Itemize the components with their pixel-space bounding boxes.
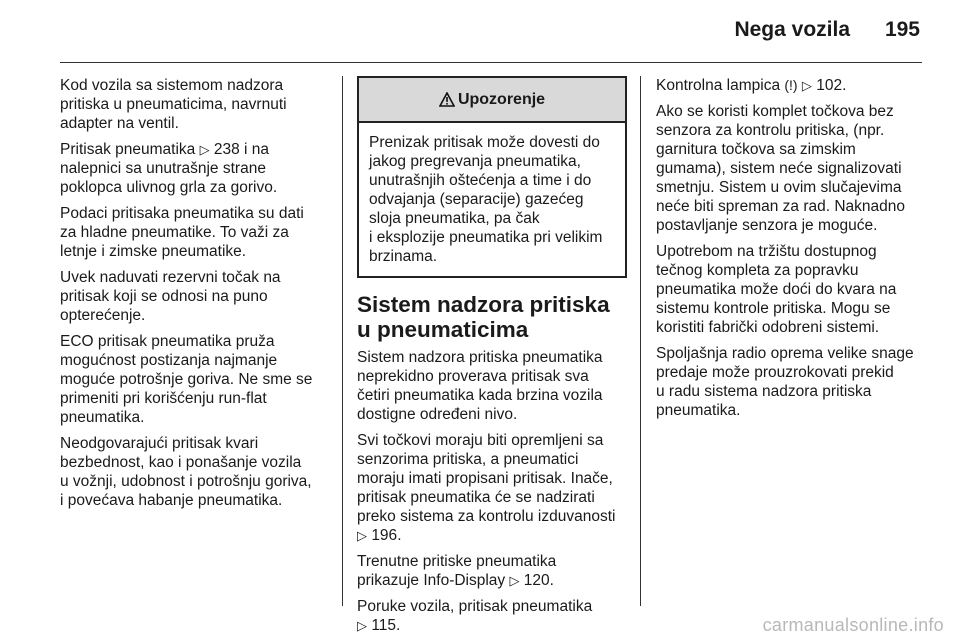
page-ref-link[interactable]: 196 (371, 527, 398, 544)
paragraph: Kontrolna lampica (!) ▷ 102. (656, 77, 847, 94)
warning-box (357, 76, 627, 278)
section-header-title: Nega vozila (734, 18, 850, 41)
paragraph: Upotrebom na tržištu dostupnog tečnog kompleta za popravku pneumatika može doći do kvara na sistemu kontrole pritiska. Mogu se koristiti fabrički odobreni sistemi. (656, 243, 897, 336)
paragraph: Kod vozila sa sistemom nadzora pritiska u pneumaticima, navrnuti adapter na ventil. (60, 77, 287, 132)
page-ref-icon: ▷ (357, 618, 367, 633)
paragraph-text: i na nalepnici sa unutrašnje strane poklopca ulivnog grla za gorivo. (60, 141, 278, 196)
page-header (60, 0, 922, 63)
warning-text: Prenizak pritisak može dovesti do jakog pregrevanja pneumatika, unutrašnjih oštećenja a time i do odvajanja (separacije) gazećeg sloja pneumatika, pa čak i eksplozije pneumatika pri velikim brzinama. (369, 134, 603, 265)
column-right (656, 76, 926, 427)
page-ref-link[interactable]: 120 (523, 572, 550, 589)
paragraph-text: Pritisak pneumatika (60, 141, 200, 158)
paragraph-text: Trenutne pritiske pneumatika prikazuje Info-Display (357, 553, 557, 589)
watermark: carmanualsonline.info (762, 615, 944, 635)
paragraph-text: Poruke vozila, pritisak pneumatika (357, 598, 593, 615)
paragraph: Uvek naduvati rezervni točak na pritisak koji se odnosi na puno opterećenje. (60, 269, 281, 324)
section-heading: Sistem nadzora pritiska u pneumaticima (357, 292, 610, 342)
column-left (60, 76, 332, 517)
paragraph: Neodgovarajući pritisak kvari bezbednost, kao i ponašanje vozila u vožnji, udobnost i potrošnju goriva, i povećava habanje pneumatika. (60, 435, 312, 509)
paragraph: Trenutne pritiske pneumatika prikazuje Info-Display ▷ 120. (357, 553, 557, 589)
page-ref-link[interactable]: 115 (371, 617, 397, 634)
warning-triangle-icon (439, 92, 455, 107)
paragraph: Svi točkovi moraju biti opremljeni sa senzorima pritiska, a pneumatici moraju imati propisani pritisak. Inače, pritisak pneumatika će se nadzirati preko sistema za kontrolu izduvanosti ▷ 196. (357, 432, 616, 544)
tire-pressure-warning-icon: (!) (784, 77, 798, 93)
page-ref-link[interactable]: 102 (816, 77, 843, 94)
paragraph: Spoljašnja radio oprema velike snage predaje može prouzrokovati prekid u radu sistema nadzora pritiska pneumatika. (656, 345, 914, 419)
column-divider (342, 76, 343, 606)
page-ref-icon: ▷ (801, 78, 812, 93)
warning-title: Upozorenje (457, 91, 546, 108)
paragraph: Sistem nadzora pritiska pneumatika neprekidno proverava pritisak sva četiri pneumatika kada brzina vozila dostigne određeni nivo. (357, 349, 603, 423)
page-ref-icon: ▷ (509, 573, 520, 588)
paragraph (60, 140, 332, 197)
paragraph: Podaci pritisaka pneumatika su dati za hladne pneumatike. To važi za letnje i zimske pneumatike. (60, 205, 304, 260)
paragraph: Ako se koristi komplet točkova bez senzora za kontrolu pritiska, (npr. garnitura točkova sa zimskim gumama), sistem neće signalizovati smetnju. Sistem u ovim slučajevima neće biti spreman za rad. Naknadno postavljanje senzora je moguće. (656, 103, 906, 234)
paragraph: ECO pritisak pneumatika pruža mogućnost postizanja najmanje moguće potrošnje goriva. Ne sme se primeniti pri korišćenju run-flat pneumatika. (60, 333, 313, 426)
page-ref-icon: ▷ (357, 528, 367, 543)
page-ref-link[interactable]: 238 (213, 141, 240, 158)
paragraph-text: Kontrolna lampica (656, 77, 785, 94)
column-divider (640, 76, 641, 606)
paragraph: Poruke vozila, pritisak pneumatika ▷ 115. (357, 598, 593, 634)
page-ref-icon: ▷ (199, 142, 210, 157)
column-middle (357, 76, 627, 642)
warning-header (359, 78, 625, 123)
page-number: 195 (884, 18, 920, 41)
paragraph-text: Svi točkovi moraju biti opremljeni sa senzorima pritiska, a pneumatici moraju imati propisani pritisak. Inače, pritisak pneumatika će se nadzirati preko sistema za kontrolu izduvanosti (357, 432, 616, 525)
